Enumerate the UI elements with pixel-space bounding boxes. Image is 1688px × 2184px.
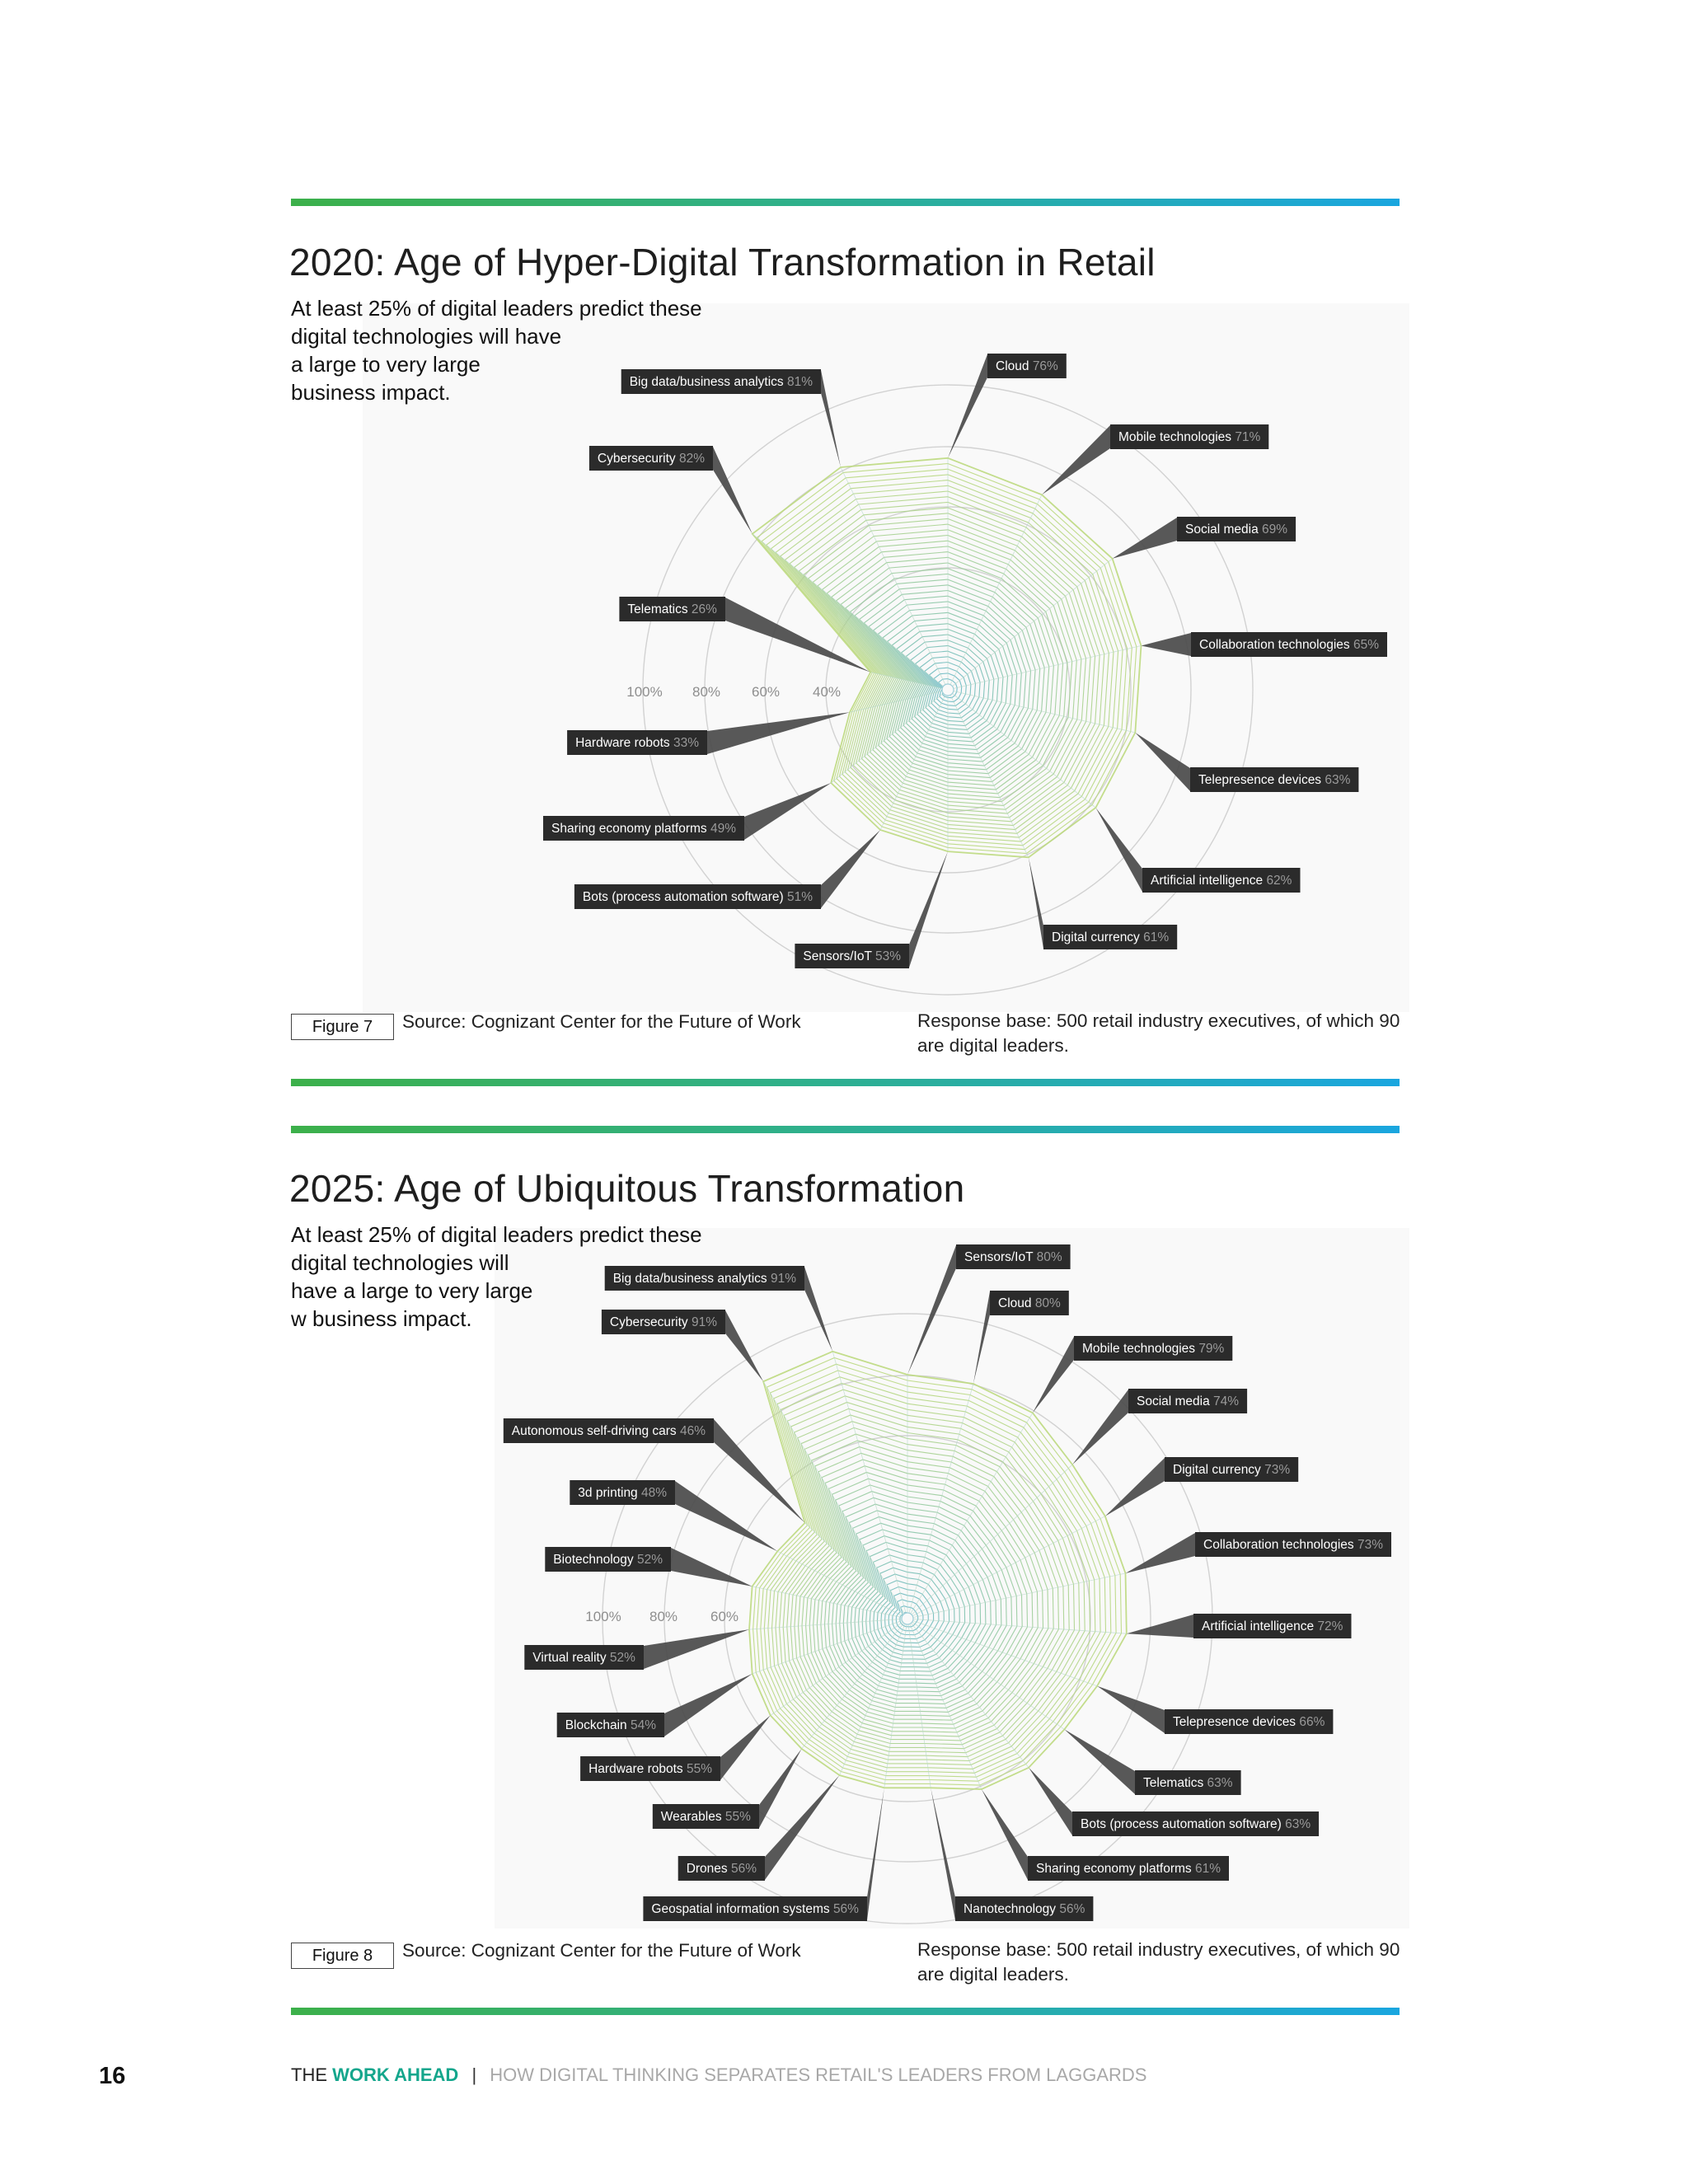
callout-pointer-collaboration-technologies: [1126, 1533, 1196, 1573]
category-label-digital-currency: [1105, 1457, 1298, 1516]
figure-7-source: Source: Cognizant Center for the Future of Work: [402, 1011, 801, 1032]
category-value-telepresence-devices: 66%: [1299, 1714, 1325, 1729]
category-value-sensors-iot: 80%: [1036, 1249, 1062, 1264]
category-value-sensors-iot: 53%: [874, 949, 902, 963]
ring-label-40: 40%: [812, 684, 842, 700]
category-label-text-autonomous-self-driving-cars: [512, 1424, 706, 1438]
category-label-social-media: [1072, 1389, 1247, 1465]
spoke-bots-process-automation-software: [907, 1619, 1029, 1768]
category-name-sensors-iot: Sensors/IoT: [964, 1249, 1037, 1264]
category-value-big-data-business-analytics: 91%: [770, 1271, 797, 1286]
radar-layer: [790, 1422, 1069, 1745]
category-value-social-media: 74%: [1213, 1394, 1240, 1408]
category-value-telematics: 63%: [1207, 1775, 1233, 1790]
category-value-big-data-business-analytics: 81%: [786, 374, 814, 389]
category-value-drones: 56%: [730, 1861, 757, 1876]
callout-pointer-artificial-intelligence: [1127, 1615, 1193, 1638]
figure-7-description-line-1: At least 25% of digital leaders predict these: [291, 296, 702, 321]
category-name-social-media: Social media: [1185, 522, 1263, 537]
category-name-mobile-technologies: Mobile technologies: [1082, 1341, 1199, 1356]
figure-8-description-line-2: digital technologies will: [291, 1250, 509, 1275]
category-name-drones: Drones: [686, 1861, 731, 1876]
category-label-text-sharing-economy-platforms: [1036, 1862, 1221, 1876]
category-value-autonomous-self-driving-cars: 46%: [679, 1423, 706, 1438]
radar-web-2025: [749, 1352, 1127, 1789]
category-label-telepresence-devices: [1097, 1686, 1333, 1734]
figure-8-response-base: Response base: 500 retail industry executives, of which 90 are digital leaders.: [917, 1939, 1400, 1985]
category-value-bots-process-automation-software: 51%: [787, 889, 814, 904]
category-value-sharing-economy-platforms: 49%: [710, 821, 737, 836]
footer-separator: |: [471, 2064, 477, 2085]
figure-7-title: 2020: Age of Hyper-Digital Transformation in Retail: [289, 241, 1156, 284]
category-label-text-telepresence-devices: [1173, 1715, 1325, 1729]
category-name-geospatial-information-systems: Geospatial information systems: [651, 1901, 833, 1916]
category-name-artificial-intelligence: Artificial intelligence: [1202, 1619, 1318, 1633]
category-value-sharing-economy-platforms: 61%: [1194, 1861, 1221, 1876]
category-label-text-virtual-reality: [532, 1651, 635, 1665]
ring-label-60: 60%: [710, 1609, 739, 1624]
category-value-collaboration-technologies: 73%: [1357, 1537, 1384, 1552]
category-label-text-blockchain: [565, 1718, 657, 1732]
figure-8-description-line-4: w business impact.: [291, 1306, 472, 1331]
figure-8-source: Source: Cognizant Center for the Future of Work: [402, 1940, 801, 1961]
category-name-biotechnology: Biotechnology: [553, 1552, 637, 1567]
category-name-hardware-robots: Hardware robots: [575, 735, 673, 750]
category-label-text-social-media: [1137, 1394, 1239, 1408]
category-value-blockchain: 54%: [630, 1718, 656, 1732]
callout-pointer-cloud: [973, 1291, 990, 1384]
category-value-wearables: 55%: [724, 1809, 751, 1824]
category-name-autonomous-self-driving-cars: Autonomous self-driving cars: [511, 1423, 680, 1438]
category-name-telematics: Telematics: [1143, 1775, 1207, 1790]
category-name-big-data-business-analytics: Big data/business analytics: [629, 374, 787, 389]
category-value-mobile-technologies: 71%: [1235, 429, 1261, 444]
footer-tagline: HOW DIGITAL THINKING SEPARATES RETAIL'S LEADERS FROM LAGGARDS: [490, 2064, 1147, 2085]
ring-label-80: 80%: [649, 1609, 678, 1624]
category-name-cybersecurity: Cybersecurity: [609, 1315, 692, 1329]
category-name-cloud: Cloud: [996, 359, 1033, 373]
category-value-collaboration-technologies: 65%: [1353, 637, 1380, 652]
category-label-blockchain: [557, 1674, 753, 1737]
category-label-telematics: [1064, 1729, 1240, 1795]
category-label-text-hardware-robots: [588, 1762, 712, 1776]
callout-pointer-mobile-technologies: [1033, 1337, 1074, 1413]
figure-7-description-line-3: a large to very large: [291, 352, 481, 377]
category-label-text-telematics: [1143, 1776, 1233, 1790]
category-value-bots-process-automation-software: 63%: [1285, 1816, 1311, 1831]
category-value-virtual-reality: 52%: [609, 1650, 635, 1665]
category-value-hardware-robots: 33%: [673, 735, 700, 750]
footer: [291, 2064, 1146, 2086]
category-label-big-data-business-analytics: [605, 1266, 833, 1352]
category-name-nanotechnology: Nanotechnology: [964, 1901, 1060, 1916]
ring-label-80: 80%: [692, 684, 721, 700]
ring-label-100: 100%: [585, 1609, 621, 1624]
radar-layer: [757, 1364, 1116, 1781]
category-name-sharing-economy-platforms: Sharing economy platforms: [551, 821, 710, 836]
category-label-text-mobile-technologies: [1082, 1342, 1225, 1356]
category-name-big-data-business-analytics: Big data/business analytics: [612, 1271, 771, 1286]
category-name-mobile-technologies: Mobile technologies: [1118, 429, 1236, 444]
category-name-digital-currency: Digital currency: [1173, 1462, 1265, 1477]
figure-7-description-line-2: digital technologies will have: [291, 324, 562, 349]
category-name-collaboration-technologies: Collaboration technologies: [1203, 1537, 1357, 1552]
category-name-wearables: Wearables: [660, 1809, 725, 1824]
callout-pointer-big-data-business-analytics: [804, 1267, 832, 1352]
figure-8-badge: Figure 8: [291, 1943, 394, 1969]
category-name-3d-printing: 3d printing: [578, 1485, 642, 1500]
category-value-artificial-intelligence: 62%: [1266, 873, 1292, 888]
figure-7-response-base: Response base: 500 retail industry executives, of which 90 are digital leaders.: [917, 1010, 1400, 1056]
footer-brand-prefix: THE: [291, 2064, 327, 2085]
callout-pointer-telematics: [1064, 1729, 1135, 1794]
ring-label-100: 100%: [626, 684, 663, 700]
category-name-hardware-robots: Hardware robots: [588, 1761, 687, 1776]
category-value-cybersecurity: 82%: [678, 451, 705, 466]
category-name-blockchain: Blockchain: [565, 1718, 631, 1732]
category-label-cybersecurity: [602, 1310, 763, 1381]
category-value-cybersecurity: 91%: [691, 1315, 717, 1329]
callout-pointer-hardware-robots: [720, 1715, 771, 1780]
figure-8-description-line-1: At least 25% of digital leaders predict these: [291, 1222, 702, 1247]
category-label-text-biotechnology: [553, 1553, 663, 1567]
figure-8-description-line-3: have a large to very large: [291, 1278, 533, 1303]
category-name-digital-currency: Digital currency: [1052, 930, 1144, 944]
figure-7-description-line-4: business impact.: [291, 380, 451, 405]
category-label-text-3d-printing: [578, 1486, 667, 1500]
category-value-mobile-technologies: 79%: [1198, 1341, 1225, 1356]
category-label-nanotechnology: [931, 1788, 1093, 1921]
category-label-text-cloud: [998, 1296, 1061, 1310]
category-value-biotechnology: 52%: [636, 1552, 663, 1567]
callout-pointer-cybersecurity: [725, 1310, 763, 1381]
category-label-text-cybersecurity: [610, 1315, 717, 1329]
category-label-artificial-intelligence: [1127, 1614, 1352, 1638]
figure-7-badge: Figure 7: [291, 1014, 394, 1040]
category-name-telepresence-devices: Telepresence devices: [1173, 1714, 1300, 1729]
category-name-telepresence-devices: Telepresence devices: [1198, 772, 1325, 787]
radar-layer: [832, 1492, 1012, 1700]
category-label-text-nanotechnology: [964, 1902, 1085, 1916]
callout-pointer-3d-printing: [675, 1481, 777, 1551]
footer-brand-name: WORK AHEAD: [332, 2064, 459, 2085]
category-label-text-collaboration-technologies: [1203, 1538, 1383, 1552]
category-name-artificial-intelligence: Artificial intelligence: [1151, 873, 1267, 888]
category-name-bots-process-automation-software: Bots (process automation software): [1081, 1816, 1286, 1831]
category-name-virtual-reality: Virtual reality: [532, 1650, 610, 1665]
category-value-artificial-intelligence: 72%: [1317, 1619, 1343, 1633]
radar-layer: [840, 1504, 1001, 1692]
callout-pointer-virtual-reality: [644, 1629, 749, 1669]
radar-layer: [821, 1473, 1028, 1713]
category-value-telepresence-devices: 63%: [1325, 772, 1351, 787]
radar-layer: [768, 1383, 1100, 1769]
category-label-text-bots-process-automation-software: [1081, 1817, 1311, 1831]
radar-center: [902, 1613, 913, 1624]
category-value-digital-currency: 73%: [1264, 1462, 1291, 1477]
category-label-text-big-data-business-analytics: [613, 1272, 797, 1286]
callout-pointer-geospatial-information-systems: [867, 1788, 884, 1920]
category-label-collaboration-technologies: [1126, 1532, 1392, 1573]
category-name-cloud: Cloud: [998, 1296, 1035, 1310]
ring-label-60: 60%: [751, 684, 781, 700]
category-name-cybersecurity: Cybersecurity: [597, 451, 679, 466]
radar-layer: [776, 1396, 1090, 1761]
category-value-social-media: 69%: [1262, 522, 1288, 537]
category-name-sharing-economy-platforms: Sharing economy platforms: [1036, 1861, 1195, 1876]
callout-pointer-wearables: [759, 1749, 802, 1828]
category-label-autonomous-self-driving-cars: [504, 1418, 805, 1523]
category-name-collaboration-technologies: Collaboration technologies: [1199, 637, 1353, 652]
callout-pointer-telepresence-devices: [1097, 1686, 1165, 1733]
category-value-telematics: 26%: [691, 602, 717, 616]
category-value-cloud: 80%: [1034, 1296, 1061, 1310]
category-label-text-wearables: [661, 1810, 751, 1824]
spoke-cloud: [907, 1384, 973, 1619]
category-value-hardware-robots: 55%: [686, 1761, 713, 1776]
radar-layer: [806, 1447, 1048, 1729]
category-name-sensors-iot: Sensors/IoT: [803, 949, 875, 963]
category-value-cloud: 76%: [1032, 359, 1058, 373]
bottom-rule-figure-8: [291, 2008, 1400, 2015]
category-value-digital-currency: 61%: [1143, 930, 1170, 944]
callout-pointer-sensors-iot: [907, 1245, 956, 1375]
radar-layer: [772, 1390, 1095, 1765]
callout-pointer-blockchain: [664, 1674, 753, 1736]
figure-8-title: 2025: Age of Ubiquitous Transformation: [289, 1167, 965, 1210]
callout-pointer-nanotechnology: [931, 1788, 955, 1920]
category-value-nanotechnology: 56%: [1059, 1901, 1085, 1916]
callout-pointer-biotechnology: [671, 1548, 753, 1586]
page-number: 16: [99, 2063, 126, 2089]
callout-pointer-sharing-economy-platforms: [982, 1789, 1028, 1880]
category-name-bots-process-automation-software: Bots (process automation software): [582, 889, 788, 904]
category-label-text-digital-currency: [1173, 1463, 1290, 1477]
category-label-3d-printing: [570, 1480, 777, 1551]
category-label-text-sensors-iot: [964, 1250, 1062, 1264]
callout-pointer-digital-currency: [1105, 1458, 1165, 1516]
category-value-3d-printing: 48%: [641, 1485, 668, 1500]
category-label-text-geospatial-information-systems: [651, 1902, 859, 1916]
category-label-cloud: [973, 1291, 1069, 1384]
category-label-text-drones: [687, 1862, 757, 1876]
category-value-geospatial-information-systems: 56%: [832, 1901, 859, 1916]
category-label-text-artificial-intelligence: [1202, 1619, 1343, 1633]
callout-pointer-social-media: [1072, 1390, 1128, 1465]
spoke-telepresence-devices: [907, 1619, 1097, 1686]
category-name-social-media: Social media: [1137, 1394, 1214, 1408]
category-label-virtual-reality: [524, 1629, 749, 1670]
spoke-telematics: [907, 1619, 1064, 1729]
spoke-autonomous-self-driving-cars: [805, 1523, 907, 1619]
category-name-telematics: Telematics: [627, 602, 692, 616]
category-label-biotechnology: [545, 1547, 752, 1586]
